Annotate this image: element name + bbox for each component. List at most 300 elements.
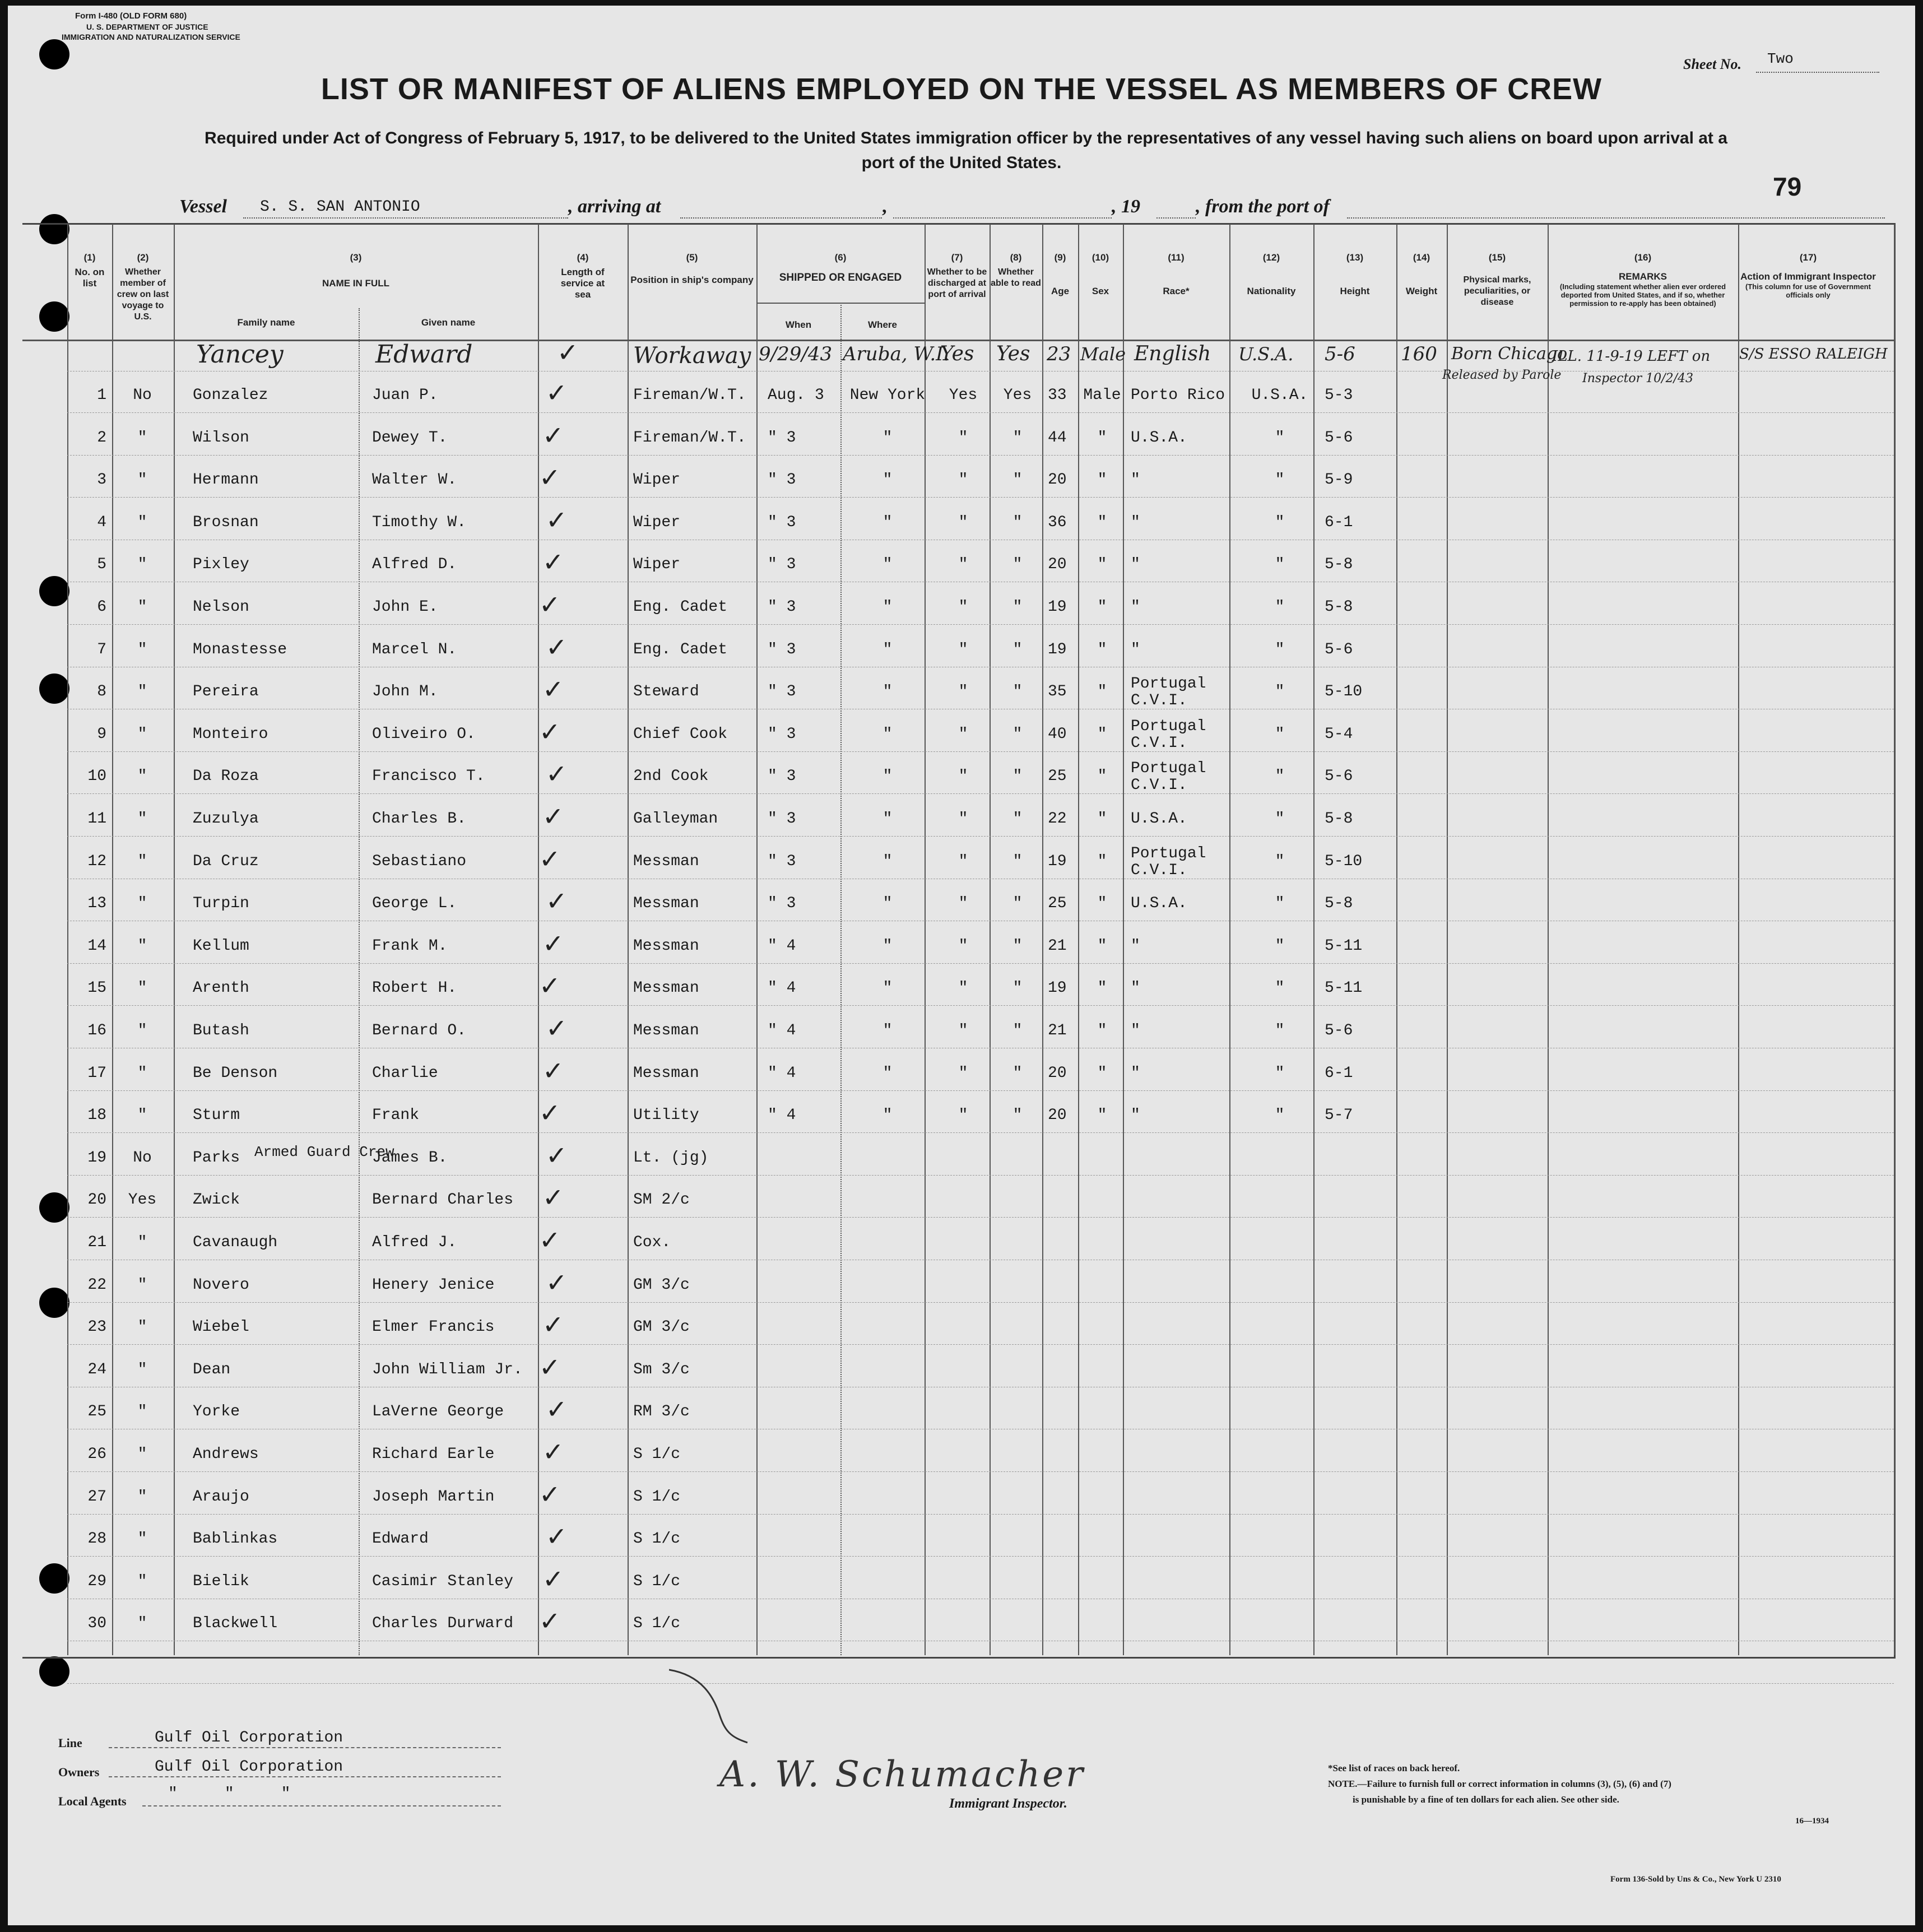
agents-value: " " "	[168, 1785, 291, 1803]
inspector-signature: A. W. Schumacher	[719, 1754, 1085, 1795]
armed-guard-label: Armed Guard Crew	[254, 1144, 394, 1160]
cell-when: Aug. 3	[768, 387, 824, 404]
cell-sex: "	[1097, 895, 1107, 913]
cell-family: Blackwell	[193, 1615, 278, 1633]
cell-position: S 1/c	[633, 1572, 681, 1590]
service-checkmark: ✓	[542, 801, 564, 832]
cell-nat: "	[1275, 979, 1285, 997]
cell-crew: "	[137, 640, 147, 658]
cell-nat: "	[1275, 725, 1285, 743]
cell-where: "	[882, 852, 893, 870]
cell-when: " 3	[768, 895, 796, 913]
cell-crew: "	[137, 979, 147, 997]
cell-race: Portugal	[1131, 844, 1206, 862]
cell-crew: "	[137, 513, 147, 531]
hand-marks-note: Released by Parole	[1442, 368, 1562, 382]
cell-age: 22	[1048, 810, 1067, 828]
cell-where: "	[882, 556, 893, 574]
col-5-header: (5) Position in ship's company	[630, 252, 754, 285]
column-border	[1313, 224, 1314, 1655]
service-checkmark: ✓	[546, 1013, 568, 1043]
cell-no: 20	[87, 1191, 106, 1209]
cell-age: 25	[1048, 768, 1067, 786]
row-divider	[67, 751, 1894, 752]
cell-where: "	[882, 937, 893, 955]
cell-disch: "	[958, 1064, 968, 1082]
cell-age: 21	[1048, 1022, 1067, 1039]
cell-age: 35	[1048, 683, 1067, 701]
cell-position: S 1/c	[633, 1615, 681, 1633]
column-border	[174, 224, 175, 1655]
col-17-header: (17) Action of Immigrant Inspector (This column for use of Government officials only	[1740, 252, 1876, 299]
races-note: *See list of races on back hereof.	[1328, 1763, 1460, 1773]
hand-given-name: Edward	[375, 340, 473, 369]
cell-nat: "	[1275, 513, 1285, 531]
cell-position: Sm 3/c	[633, 1360, 690, 1378]
cell-given: Alfred J.	[372, 1234, 457, 1251]
given-name-header: Given name	[421, 317, 476, 328]
cell-crew: "	[137, 556, 147, 574]
cell-race: "	[1131, 1022, 1140, 1039]
col-6-header: (6) SHIPPED OR ENGAGED	[779, 252, 902, 284]
cell-family: Cavanaugh	[193, 1234, 278, 1251]
cell-no: 6	[97, 598, 106, 616]
cell-race: "	[1131, 556, 1140, 574]
hand-race: English	[1134, 342, 1211, 365]
service-checkmark: ✓	[539, 716, 561, 747]
cell-family: Brosnan	[193, 513, 259, 531]
cell-sex: "	[1097, 725, 1107, 743]
cell-race: U.S.A.	[1131, 895, 1187, 913]
cell-family: Da Roza	[193, 768, 259, 786]
form-subtitle: Required under Act of Congress of February 5, 1917, to be delivered to the United States immigration officer by the representatives of any vessel having such aliens on board upon arrival at a	[205, 129, 1727, 147]
cell-crew: No	[133, 1149, 152, 1167]
cell-no: 1	[97, 387, 106, 404]
punch-hole	[39, 1656, 69, 1687]
cell-position: Wiper	[633, 556, 681, 574]
cell-when: " 4	[768, 1022, 796, 1039]
service-checkmark: ✓	[546, 1267, 568, 1298]
cell-family: Bablinkas	[193, 1530, 278, 1548]
cell-given: Richard Earle	[372, 1446, 495, 1463]
penalty-note-2: is punishable by a fine of ten dollars for each alien. See other side.	[1353, 1794, 1619, 1805]
cell-disch: "	[958, 810, 968, 828]
column-border	[538, 224, 539, 1655]
cell-where: "	[882, 979, 893, 997]
cell-where: "	[882, 598, 893, 616]
cell-given: Casimir Stanley	[372, 1572, 514, 1590]
cell-position: S 1/c	[633, 1446, 681, 1463]
cell-race: "	[1131, 471, 1140, 489]
service-checkmark: ✓	[539, 1225, 561, 1255]
cell-family: Dean	[193, 1360, 231, 1378]
cell-read: "	[1012, 513, 1023, 531]
cell-where: "	[882, 1022, 893, 1039]
cell-when: " 3	[768, 556, 796, 574]
comma: ,	[882, 196, 887, 217]
cell-where: "	[882, 1064, 893, 1082]
cell-age: 19	[1048, 640, 1067, 658]
cell-sex: "	[1097, 979, 1107, 997]
cell-read: "	[1012, 1107, 1023, 1125]
cell-race: Portugal	[1131, 717, 1206, 735]
service-checkmark: ✓	[539, 1606, 561, 1637]
column-border	[1396, 224, 1397, 1655]
page-number: 79	[1773, 172, 1802, 201]
service-checkmark: ✓	[539, 462, 561, 493]
cell-given: Frank M.	[372, 937, 448, 955]
service-checkmark: ✓	[539, 970, 561, 1001]
col-9-header: (9) Age	[1051, 252, 1070, 296]
cell-family: Monastesse	[193, 640, 287, 658]
cell-crew: "	[137, 725, 147, 743]
where-header: Where	[868, 319, 897, 330]
cell-disch: "	[958, 429, 968, 447]
cell-position: Fireman/W.T.	[633, 387, 746, 404]
cell-where: "	[882, 471, 893, 489]
cell-position: GM 3/c	[633, 1318, 690, 1336]
manifest-sheet	[8, 6, 1915, 1925]
cell-disch: "	[958, 895, 968, 913]
cell-race: Portugal	[1131, 675, 1206, 693]
cell-sex: "	[1097, 683, 1107, 701]
row-divider	[67, 1683, 1894, 1684]
cell-family: Hermann	[193, 471, 259, 489]
cell-disch: "	[958, 852, 968, 870]
cell-read: "	[1012, 852, 1023, 870]
cell-family: Kellum	[193, 937, 249, 955]
cell-family: Monteiro	[193, 725, 268, 743]
cell-height: 5-11	[1325, 979, 1363, 997]
cell-position: Eng. Cadet	[633, 598, 728, 616]
cell-given: Bernard Charles	[372, 1191, 514, 1209]
cell-sex: "	[1097, 429, 1107, 447]
from-port-label: , from the port of	[1196, 196, 1330, 217]
service-checkmark: ✓	[546, 1394, 568, 1425]
cell-height: 5-7	[1325, 1107, 1353, 1125]
cell-position: S 1/c	[633, 1530, 681, 1548]
service-checkmark: ✓	[557, 337, 579, 368]
column-border	[1042, 224, 1043, 1655]
cell-crew: "	[137, 1360, 147, 1378]
cell-race: Porto Rico	[1131, 387, 1225, 404]
service-checkmark: ✓	[546, 759, 568, 789]
cell-read: "	[1012, 640, 1023, 658]
cell-no: 27	[87, 1488, 106, 1506]
cell-race-line2: C.V.I.	[1131, 692, 1187, 710]
cell-read: Yes	[1003, 387, 1032, 404]
cell-given: Bernard O.	[372, 1022, 467, 1039]
cell-disch: "	[958, 556, 968, 574]
cell-disch: Yes	[949, 387, 978, 404]
cell-sex: "	[1097, 937, 1107, 955]
cell-where: "	[882, 768, 893, 786]
cell-no: 7	[97, 640, 106, 658]
row-divider	[67, 1344, 1894, 1345]
col-1-header: (1) No. on list	[75, 252, 105, 289]
cell-nat: "	[1275, 556, 1285, 574]
cell-when: " 3	[768, 513, 796, 531]
cell-read: "	[1012, 895, 1023, 913]
service-name: IMMIGRATION AND NATURALIZATION SERVICE	[62, 32, 240, 41]
cell-family: Wiebel	[193, 1318, 249, 1336]
cell-sex: "	[1097, 1064, 1107, 1082]
cell-when: " 4	[768, 979, 796, 997]
cell-given: John M.	[372, 683, 438, 701]
cell-height: 5-6	[1325, 1022, 1353, 1039]
cell-no: 4	[97, 513, 106, 531]
cell-when: " 4	[768, 1107, 796, 1125]
cell-given: Frank	[372, 1107, 420, 1125]
shipped-divider	[756, 303, 925, 304]
row-divider	[67, 1471, 1894, 1472]
cell-nat: "	[1275, 429, 1285, 447]
cell-given: Charles B.	[372, 810, 467, 828]
cell-family: Arenth	[193, 979, 249, 997]
cell-sex: Male	[1083, 387, 1121, 404]
cell-height: 5-8	[1325, 556, 1353, 574]
service-checkmark: ✓	[546, 1521, 568, 1552]
header-bottom-rule	[22, 340, 1894, 341]
cell-height: 5-10	[1325, 852, 1363, 870]
column-border	[112, 224, 113, 1655]
service-checkmark: ✓	[542, 928, 564, 959]
row-divider	[67, 836, 1894, 837]
cell-family: Zwick	[193, 1191, 240, 1209]
cell-read: "	[1012, 429, 1023, 447]
cell-crew: "	[137, 1615, 147, 1633]
cell-position: GM 3/c	[633, 1276, 690, 1294]
hand-position: Workaway	[633, 343, 751, 369]
column-border	[1447, 224, 1448, 1655]
cell-when: " 3	[768, 429, 796, 447]
cell-disch: "	[958, 937, 968, 955]
cell-family: Turpin	[193, 895, 249, 913]
cell-where: "	[882, 429, 893, 447]
print-code: 16—1934	[1795, 1817, 1829, 1826]
cell-crew: "	[137, 1107, 147, 1125]
col-4-header: (4) Length of service at sea	[560, 252, 605, 300]
cell-no: 18	[87, 1107, 106, 1125]
cell-given: Marcel N.	[372, 640, 457, 658]
cell-family: Andrews	[193, 1446, 259, 1463]
cell-nat: "	[1275, 810, 1285, 828]
column-border	[67, 224, 68, 1655]
column-border	[1738, 224, 1739, 1655]
cell-no: 10	[87, 768, 106, 786]
cell-read: "	[1012, 979, 1023, 997]
cell-race: "	[1131, 640, 1140, 658]
cell-age: 44	[1048, 429, 1067, 447]
service-checkmark: ✓	[542, 1309, 564, 1340]
cell-age: 25	[1048, 895, 1067, 913]
form-title: LIST OR MANIFEST OF ALIENS EMPLOYED ON THE VESSEL AS MEMBERS OF CREW	[320, 72, 1602, 106]
cell-disch: "	[958, 640, 968, 658]
row-divider	[67, 1175, 1894, 1176]
signature-flourish	[669, 1664, 904, 1748]
cell-crew: "	[137, 1022, 147, 1039]
column-border	[628, 224, 629, 1655]
cell-position: RM 3/c	[633, 1403, 690, 1421]
row-divider	[67, 497, 1894, 498]
cell-age: 21	[1048, 937, 1067, 955]
cell-no: 24	[87, 1360, 106, 1378]
cell-crew: "	[137, 768, 147, 786]
cell-crew: "	[137, 429, 147, 447]
cell-no: 3	[97, 471, 106, 489]
cell-age: 20	[1048, 556, 1067, 574]
cell-nat: "	[1275, 1022, 1285, 1039]
cell-disch: "	[958, 471, 968, 489]
col-12-header: (12) Nationality	[1247, 252, 1296, 296]
column-border	[1229, 224, 1230, 1655]
cell-age: 20	[1048, 1107, 1067, 1125]
inspector-label: Immigrant Inspector.	[949, 1796, 1067, 1811]
cell-age: 33	[1048, 387, 1067, 404]
cell-position: Steward	[633, 683, 699, 701]
cell-given: James B.	[372, 1149, 448, 1167]
cell-family: Nelson	[193, 598, 249, 616]
cell-read: "	[1012, 1064, 1023, 1082]
cell-position: Messman	[633, 979, 699, 997]
cell-given: Timothy W.	[372, 513, 467, 531]
cell-given: Alfred D.	[372, 556, 457, 574]
cell-height: 5-3	[1325, 387, 1353, 404]
cell-position: Messman	[633, 852, 699, 870]
cell-race: Portugal	[1131, 760, 1206, 778]
column-border	[1123, 224, 1124, 1655]
cell-no: 21	[87, 1234, 106, 1251]
cell-where: "	[882, 810, 893, 828]
service-checkmark: ✓	[539, 1352, 561, 1382]
cell-crew: "	[137, 471, 147, 489]
cell-nat: "	[1275, 471, 1285, 489]
cell-family: Gonzalez	[193, 387, 268, 404]
cell-when: " 3	[768, 810, 796, 828]
cell-position: Messman	[633, 1064, 699, 1082]
cell-when: " 3	[768, 471, 796, 489]
cell-given: Joseph Martin	[372, 1488, 495, 1506]
cell-read: "	[1012, 1022, 1023, 1039]
column-border	[756, 224, 758, 1655]
cell-given: Charlie	[372, 1064, 438, 1082]
service-checkmark: ✓	[542, 674, 564, 705]
cell-race: "	[1131, 1107, 1140, 1125]
cell-sex: "	[1097, 810, 1107, 828]
service-checkmark: ✓	[539, 1098, 561, 1128]
cell-no: 5	[97, 556, 106, 574]
cell-given: John E.	[372, 598, 438, 616]
cell-height: 5-9	[1325, 471, 1353, 489]
cell-family: Sturm	[193, 1107, 240, 1125]
row-divider	[67, 1090, 1894, 1091]
service-checkmark: ✓	[539, 843, 561, 874]
form-number: Form I-480 (OLD FORM 680)	[75, 11, 187, 21]
cell-family: Pixley	[193, 556, 249, 574]
cell-crew: "	[137, 852, 147, 870]
cell-height: 5-6	[1325, 640, 1353, 658]
cell-family: Bielik	[193, 1572, 249, 1590]
cell-read: "	[1012, 598, 1023, 616]
row-divider	[67, 1005, 1894, 1006]
subcolumn-border	[840, 303, 842, 1655]
cell-nat: "	[1275, 598, 1285, 616]
service-checkmark: ✓	[546, 631, 568, 662]
hand-height: 5-6	[1325, 343, 1355, 365]
cell-height: 5-4	[1325, 725, 1353, 743]
cell-crew: "	[137, 1572, 147, 1590]
cell-disch: "	[958, 513, 968, 531]
cell-crew: "	[137, 1446, 147, 1463]
column-border	[1078, 224, 1079, 1655]
line-label: Line	[58, 1736, 82, 1750]
cell-height: 5-6	[1325, 768, 1353, 786]
hand-weight: 160	[1401, 343, 1437, 365]
service-checkmark: ✓	[542, 1055, 564, 1086]
cell-nat: "	[1275, 768, 1285, 786]
cell-crew: "	[137, 937, 147, 955]
service-checkmark: ✓	[542, 1182, 564, 1213]
cell-read: "	[1012, 471, 1023, 489]
service-checkmark: ✓	[546, 1140, 568, 1171]
cell-when: " 3	[768, 852, 796, 870]
cell-read: "	[1012, 810, 1023, 828]
cell-family: Parks	[193, 1149, 240, 1167]
cell-given: LaVerne George	[372, 1403, 504, 1421]
owners-label: Owners	[58, 1765, 100, 1779]
cell-height: 5-8	[1325, 895, 1353, 913]
row-divider	[67, 1514, 1894, 1515]
row-divider	[67, 1302, 1894, 1303]
row-divider	[67, 624, 1894, 625]
hand-where: Aruba, W.I.	[843, 343, 950, 365]
col-13-header: (13) Height	[1340, 252, 1370, 296]
when-header: When	[785, 319, 812, 330]
cell-family: Wilson	[193, 429, 249, 447]
cell-where: "	[882, 895, 893, 913]
cell-race: "	[1131, 598, 1140, 616]
cell-disch: "	[958, 598, 968, 616]
cell-no: 29	[87, 1572, 106, 1590]
cell-age: 19	[1048, 979, 1067, 997]
form-subtitle-2: port of the United States.	[861, 154, 1062, 172]
cell-position: Lt. (jg)	[633, 1149, 709, 1167]
hand-remarks-note: Inspector 10/2/43	[1582, 371, 1693, 386]
sheet-label: Sheet No.	[1683, 56, 1741, 72]
arriving-label: , arriving at	[568, 196, 661, 217]
cell-nat: "	[1275, 852, 1285, 870]
cell-position: Galleyman	[633, 810, 718, 828]
cell-sex: "	[1097, 513, 1107, 531]
cell-disch: "	[958, 683, 968, 701]
cell-no: 28	[87, 1530, 106, 1548]
hand-marks: Born Chicago	[1451, 344, 1568, 364]
service-checkmark: ✓	[542, 1437, 564, 1467]
cell-read: "	[1012, 725, 1023, 743]
cell-height: 5-10	[1325, 683, 1363, 701]
cell-crew: No	[133, 387, 152, 404]
cell-read: "	[1012, 937, 1023, 955]
cell-nat: "	[1275, 895, 1285, 913]
cell-crew: "	[137, 683, 147, 701]
col-16-header: (16) REMARKS (Including statement whether alien ever ordered deported from United States, and if so, whether permission to re-apply has been obtained)	[1559, 252, 1726, 308]
cell-disch: "	[958, 1022, 968, 1039]
cell-given: Sebastiano	[372, 852, 467, 870]
cell-nat: "	[1275, 640, 1285, 658]
service-checkmark: ✓	[546, 886, 568, 917]
hand-sex: Male	[1080, 343, 1126, 365]
cell-crew: "	[137, 810, 147, 828]
